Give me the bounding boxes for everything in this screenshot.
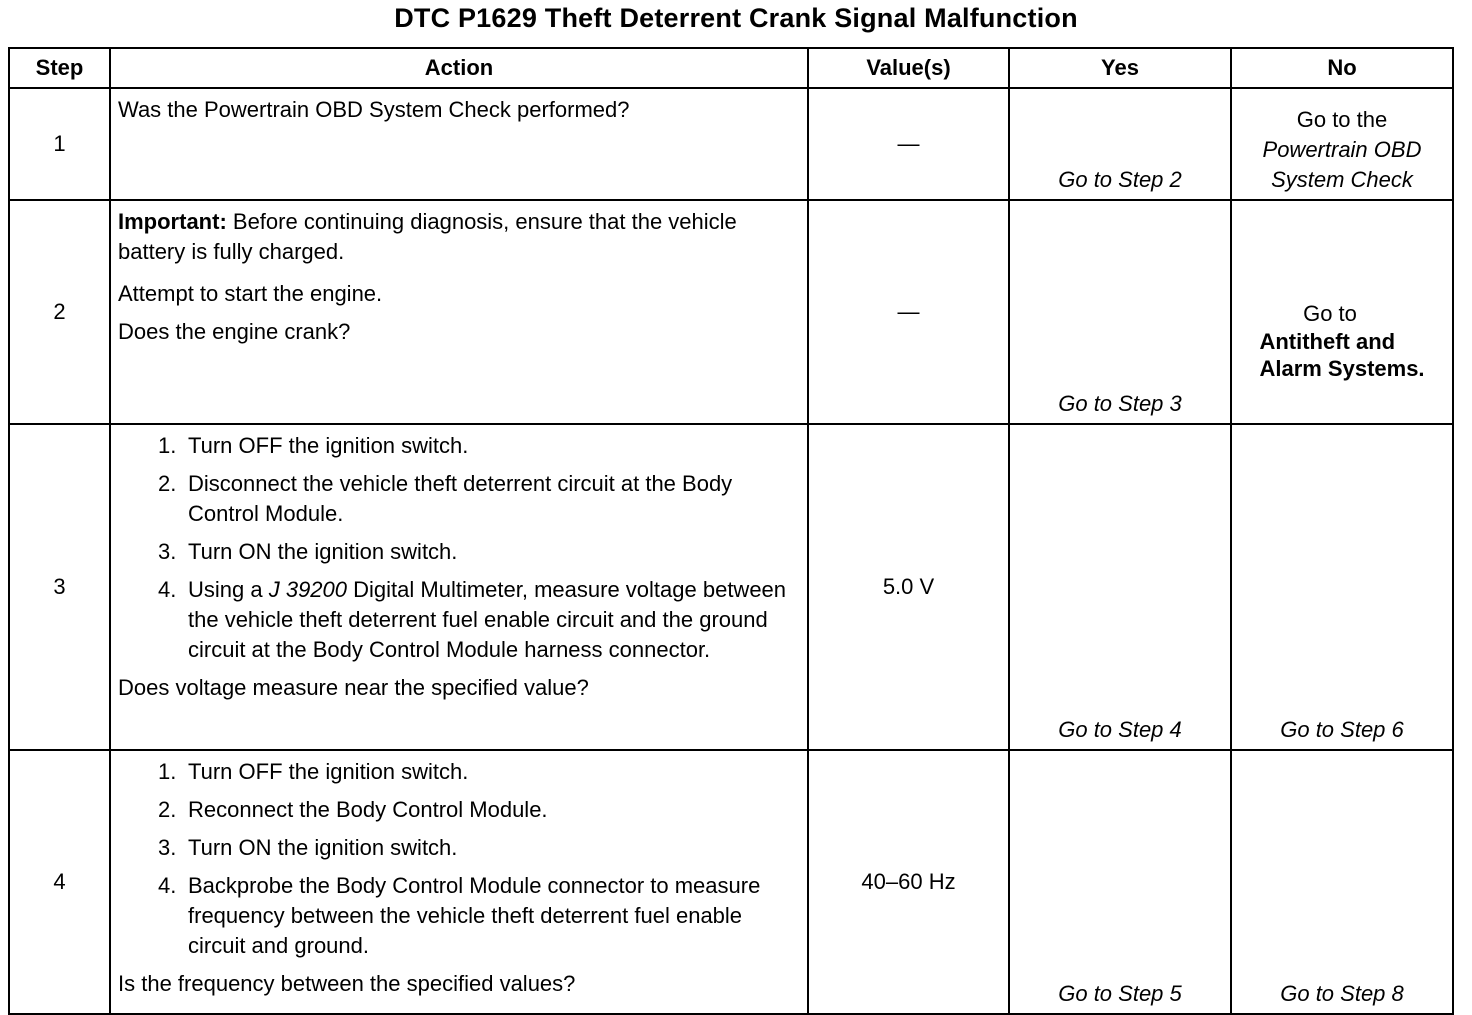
value-cell: 5.0 V: [808, 424, 1009, 750]
header-yes: Yes: [1009, 48, 1231, 88]
list-item: [158, 871, 801, 961]
list-item-number: 3.: [158, 835, 177, 860]
list-item: [158, 795, 801, 825]
header-step: Step: [9, 48, 110, 88]
list-item-number: 4.: [158, 577, 177, 602]
no-link[interactable]: Go to Step 6: [1231, 424, 1453, 750]
procedure-list: [118, 431, 801, 665]
list-item-number: 2.: [158, 797, 177, 822]
list-item-number: 3.: [158, 539, 177, 564]
no-link-target: [1259, 328, 1424, 382]
no-link-target-line1: Antitheft and: [1259, 329, 1396, 354]
yes-link[interactable]: Go to Step 3: [1009, 200, 1231, 424]
list-item: [158, 833, 801, 863]
no-link[interactable]: [1231, 200, 1453, 424]
action-instruction: Attempt to start the engine.: [118, 281, 383, 306]
table-row: [9, 88, 1453, 200]
step-number: 1: [9, 88, 110, 200]
list-item-text: Turn OFF the ignition switch.: [188, 433, 469, 458]
list-item-number: 1.: [158, 433, 177, 458]
yes-link[interactable]: Go to Step 4: [1009, 424, 1231, 750]
no-link[interactable]: [1231, 88, 1453, 200]
list-item-number: 2.: [158, 471, 177, 496]
no-link-target-line2: Alarm Systems.: [1259, 356, 1425, 381]
value-cell: —: [808, 88, 1009, 200]
list-item-text: Backprobe the Body Control Module connector to measure frequency between the vehicle theft deterrent fuel enable circuit and ground.: [188, 873, 761, 958]
no-link-prefix: Go to the: [1296, 107, 1388, 132]
important-note: [118, 207, 801, 267]
list-item: [158, 575, 801, 665]
value-cell: —: [808, 200, 1009, 424]
value-cell: 40–60 Hz: [808, 750, 1009, 1014]
list-item: [158, 757, 801, 787]
list-item-text: Turn OFF the ignition switch.: [188, 759, 469, 784]
header-no: No: [1231, 48, 1453, 88]
table-row: [9, 750, 1453, 1014]
action-cell: [110, 424, 808, 750]
list-item-text: Turn ON the ignition switch.: [188, 539, 458, 564]
list-item-text: Reconnect the Body Control Module.: [188, 797, 548, 822]
important-text: Before continuing diagnosis, ensure that the vehicle battery is fully charged.: [118, 209, 737, 264]
tool-reference: J 39200: [268, 577, 348, 602]
header-row: [9, 48, 1453, 88]
yes-link[interactable]: Go to Step 5: [1009, 750, 1231, 1014]
list-item: [158, 431, 801, 461]
yes-link[interactable]: Go to Step 2: [1009, 88, 1231, 200]
procedure-list: [118, 757, 801, 961]
action-question: Does the engine crank?: [118, 319, 351, 344]
list-item-text: Digital Multimeter, measure voltage between the vehicle theft deterrent fuel enable circuit and the ground circuit at the Body Control Module harness connector.: [188, 577, 787, 662]
step-number: 3: [9, 424, 110, 750]
table-row: [9, 200, 1453, 424]
list-item-text: Disconnect the vehicle theft deterrent circuit at the Body Control Module.: [188, 471, 733, 526]
list-item-number: 1.: [158, 759, 177, 784]
action-question: Was the Powertrain OBD System Check performed?: [118, 97, 630, 122]
list-item-pre: Using a: [188, 577, 263, 602]
page-title: DTC P1629 Theft Deterrent Crank Signal Malfunction: [394, 3, 1078, 33]
no-link-target: Powertrain OBD System Check: [1262, 137, 1422, 192]
step-number: 4: [9, 750, 110, 1014]
list-item: [158, 469, 801, 529]
list-item: [158, 537, 801, 567]
action-cell: [110, 88, 808, 200]
list-item-text: Turn ON the ignition switch.: [188, 835, 458, 860]
no-link[interactable]: Go to Step 8: [1231, 750, 1453, 1014]
table-row: [9, 424, 1453, 750]
action-question: Is the frequency between the specified values?: [118, 971, 576, 996]
header-values: Value(s): [808, 48, 1009, 88]
action-question: Does voltage measure near the specified value?: [118, 675, 589, 700]
action-cell: [110, 200, 808, 424]
diagnostic-table: [8, 47, 1454, 1015]
step-number: 2: [9, 200, 110, 424]
header-action: Action: [110, 48, 808, 88]
no-link-prefix: Go to: [1303, 301, 1357, 326]
action-cell: [110, 750, 808, 1014]
important-label: Important:: [118, 209, 227, 234]
list-item-number: 4.: [158, 873, 177, 898]
